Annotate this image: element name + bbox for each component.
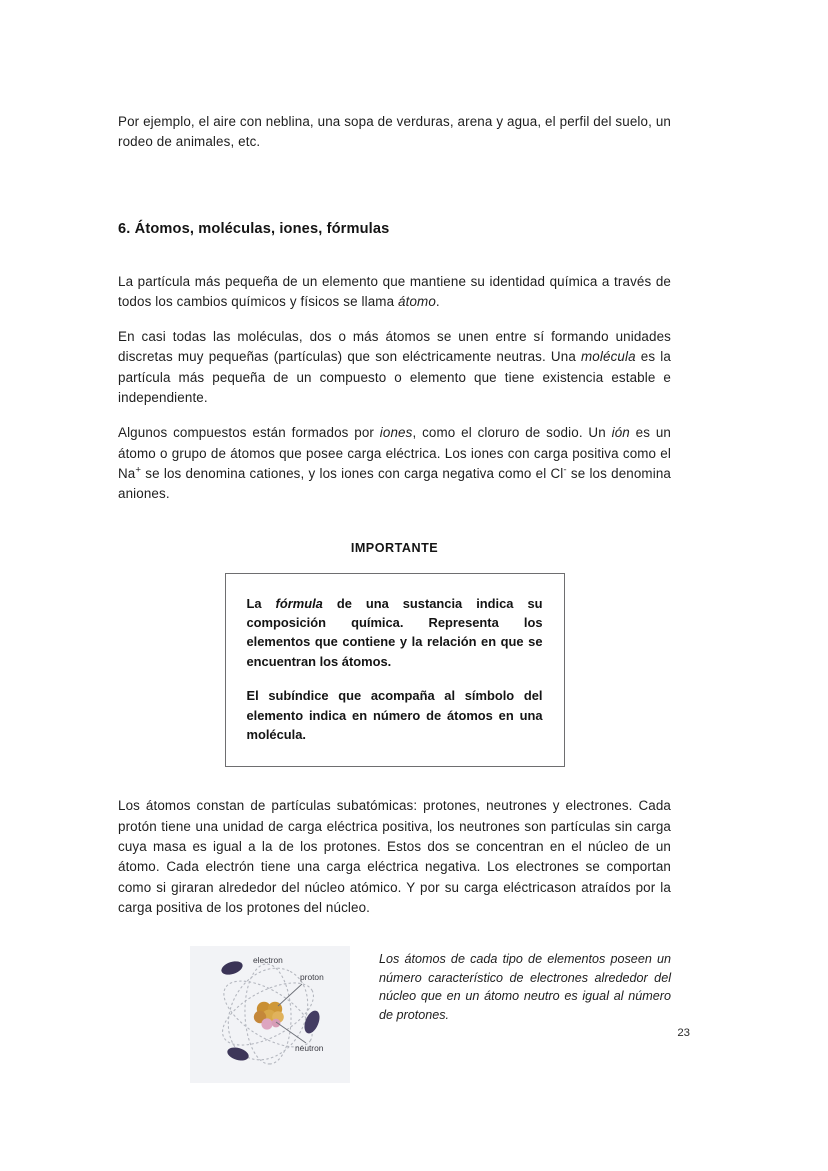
label-electron: electron bbox=[253, 955, 283, 966]
important-top-spacer bbox=[118, 505, 671, 541]
text-run: En casi todas las moléculas, dos o más átomos se unen entre sí formando unidades discretas muy pequeñas (partículas) que son eléctricamente neutras. Una bbox=[118, 329, 671, 365]
intro-paragraph: Por ejemplo, el aire con neblina, una sopa de verduras, arena y agua, el perfil del suelo, un rodeo de animales, etc. bbox=[118, 114, 671, 150]
text-run-italic: iones bbox=[379, 425, 413, 441]
important-paragraph-subindice bbox=[247, 686, 543, 744]
paragraph-moleculas bbox=[118, 327, 671, 408]
text-run: se los denomina cationes, y los iones con carga negativa como el Cl bbox=[141, 465, 564, 481]
paragraph-iones bbox=[118, 423, 671, 504]
atom-illustration bbox=[190, 946, 350, 1083]
text-run: La bbox=[246, 595, 276, 611]
text-run-italic: átomo bbox=[398, 293, 436, 309]
text-run: es la partícula más pequeña de un compuesto o elemento que tiene existencia estable e independiente. bbox=[118, 349, 671, 406]
atom-diagram-image bbox=[190, 946, 350, 1083]
atom-figure-caption: Los átomos de cada tipo de elementos poseen un número característico de electrones alrededor del núcleo que en un átomo neutro es igual al número de protones. bbox=[379, 952, 671, 1022]
heading-top-spacer bbox=[118, 168, 671, 219]
neutron-particle-2 bbox=[272, 1019, 281, 1028]
text-run-italic: ión bbox=[611, 425, 630, 441]
superscript-positive-charge: + bbox=[135, 464, 142, 476]
important-callout-box bbox=[225, 573, 565, 768]
text-run: La partícula más pequeña de un elemento que mantiene su identidad química a través de todos los cambios químicos y físicos se llama bbox=[118, 273, 671, 309]
page-number: 23 bbox=[677, 1027, 690, 1039]
text-run: se los denomina aniones. bbox=[118, 465, 671, 502]
text-run: es un átomo o grupo de átomos que posee carga eléctrica. Los iones con carga positiva como el Na bbox=[118, 425, 671, 481]
label-neutron: neutron bbox=[295, 1043, 324, 1054]
text-run: , como el cloruro de sodio. Un bbox=[412, 425, 612, 441]
paragraph-subatomic: Los átomos constan de partículas subatómicas: protones, neutrones y electrones. Cada protón tiene una unidad de carga eléctrica positiva, los neutrones son partículas sin carga cuya masa es igual a la de los protones. Estos dos se concentran en el núcleo de un átomo. Cada electrón tiene una carga eléctrica negativa. Los electrones se comportan como si giraran alrededor del núcleo atómico. Y por su carga eléctricason atraídos por la carga positiva de los protones del núcleo. bbox=[118, 798, 671, 915]
label-proton: proton bbox=[300, 972, 324, 983]
page-content bbox=[118, 112, 671, 1083]
text-run: El subíndice que acompaña al símbolo del elemento indica en número de átomos en una molécula. bbox=[246, 688, 543, 742]
text-run-italic: molécula bbox=[581, 349, 636, 365]
important-bottom-spacer bbox=[118, 767, 671, 796]
page-title: 6. Átomos, moléculas, iones, fórmulas bbox=[118, 220, 390, 237]
important-paragraph-formula bbox=[247, 594, 543, 672]
superscript-negative-charge: - bbox=[563, 464, 567, 476]
text-run-italic: fórmula bbox=[275, 595, 323, 611]
atom-figure-row bbox=[118, 946, 671, 1083]
text-run: de una sustancia indica su composición química. Representa los elementos que contiene y la relación en que se encuentran los átomos. bbox=[246, 595, 543, 669]
text-run: Algunos compuestos están formados por bbox=[118, 425, 380, 441]
important-label: IMPORTANTE bbox=[350, 540, 439, 555]
heading-bottom-spacer bbox=[118, 239, 671, 272]
text-run: . bbox=[435, 293, 440, 309]
paragraph-particula bbox=[118, 272, 671, 313]
neutron-particle-1 bbox=[261, 1019, 272, 1030]
